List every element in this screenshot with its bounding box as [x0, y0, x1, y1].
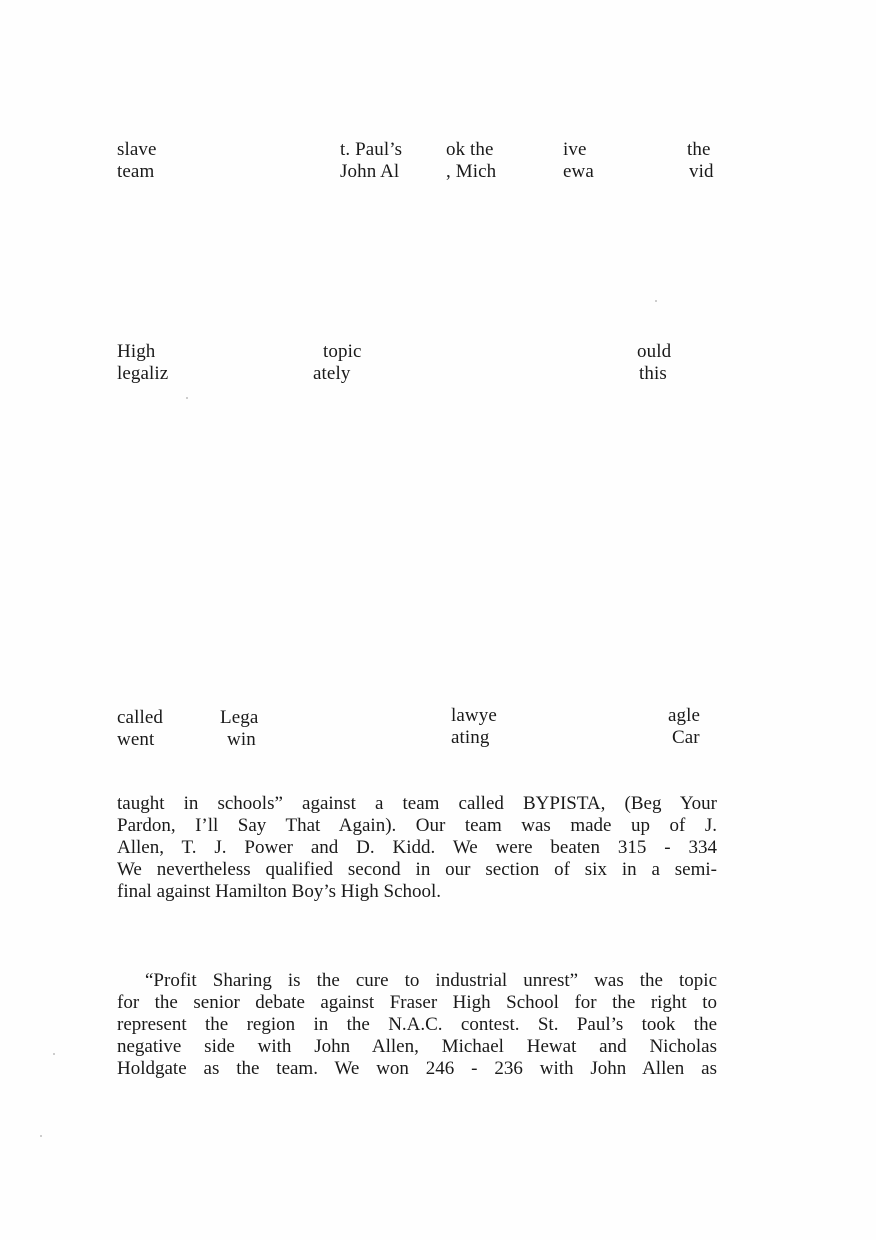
text-fragment: ive: [563, 139, 587, 160]
text-fragment: topic: [323, 341, 362, 362]
text-fragment: Lega: [220, 707, 259, 728]
text-fragment: t. Paul’s: [340, 139, 403, 160]
paragraph-line: Allen, T. J. Power and D. Kidd. We were beaten 315 - 334: [117, 837, 717, 858]
paragraph-line: taught in schools” against a team called BYPISTA, (Beg Your: [117, 793, 717, 814]
text-fragment: High: [117, 341, 156, 362]
text-fragment: ewa: [563, 161, 594, 182]
paragraph-line: final against Hamilton Boy’s High School.: [117, 881, 442, 902]
paragraph-debate-junior: [117, 793, 717, 903]
text-fragment: went: [117, 729, 155, 750]
text-fragment: win: [227, 729, 256, 750]
paragraph-debate-senior: [117, 970, 717, 1080]
text-fragment: ould: [637, 341, 672, 362]
text-fragment: Car: [672, 727, 700, 748]
text-fragment: slave: [117, 139, 157, 160]
paragraph-line: Holdgate as the team. We won 246 - 236 with John Allen as: [117, 1058, 717, 1079]
text-fragment: , Mich: [446, 161, 497, 182]
text-fragment: ately: [313, 363, 351, 384]
paragraph-line: negative side with John Allen, Michael Hewat and Nicholas: [117, 1036, 717, 1057]
text-fragment: the: [687, 139, 711, 160]
text-fragment: called: [117, 707, 163, 728]
scan-speck: [40, 1135, 42, 1137]
text-fragment: team: [117, 161, 155, 182]
text-fragment: this: [639, 363, 667, 384]
scan-speck: [53, 1053, 55, 1055]
text-fragment: lawye: [451, 705, 497, 726]
text-fragment: ok the: [446, 139, 494, 160]
text-fragment: vid: [689, 161, 714, 182]
paragraph-line: represent the region in the N.A.C. contest. St. Paul’s took the: [117, 1014, 717, 1035]
paragraph-line: We nevertheless qualified second in our section of six in a semi-: [117, 859, 717, 880]
scan-speck: [655, 300, 657, 302]
text-fragment: agle: [668, 705, 701, 726]
scan-speck: [186, 397, 188, 399]
paragraph-line: for the senior debate against Fraser High School for the right to: [117, 992, 717, 1013]
text-fragment: ating: [451, 727, 490, 748]
paragraph-line: Pardon, I’ll Say That Again). Our team was made up of J.: [117, 815, 717, 836]
text-fragment: John Al: [340, 161, 400, 182]
paragraph-line: “Profit Sharing is the cure to industrial unrest” was the topic: [145, 970, 717, 991]
text-fragment: legaliz: [117, 363, 169, 384]
